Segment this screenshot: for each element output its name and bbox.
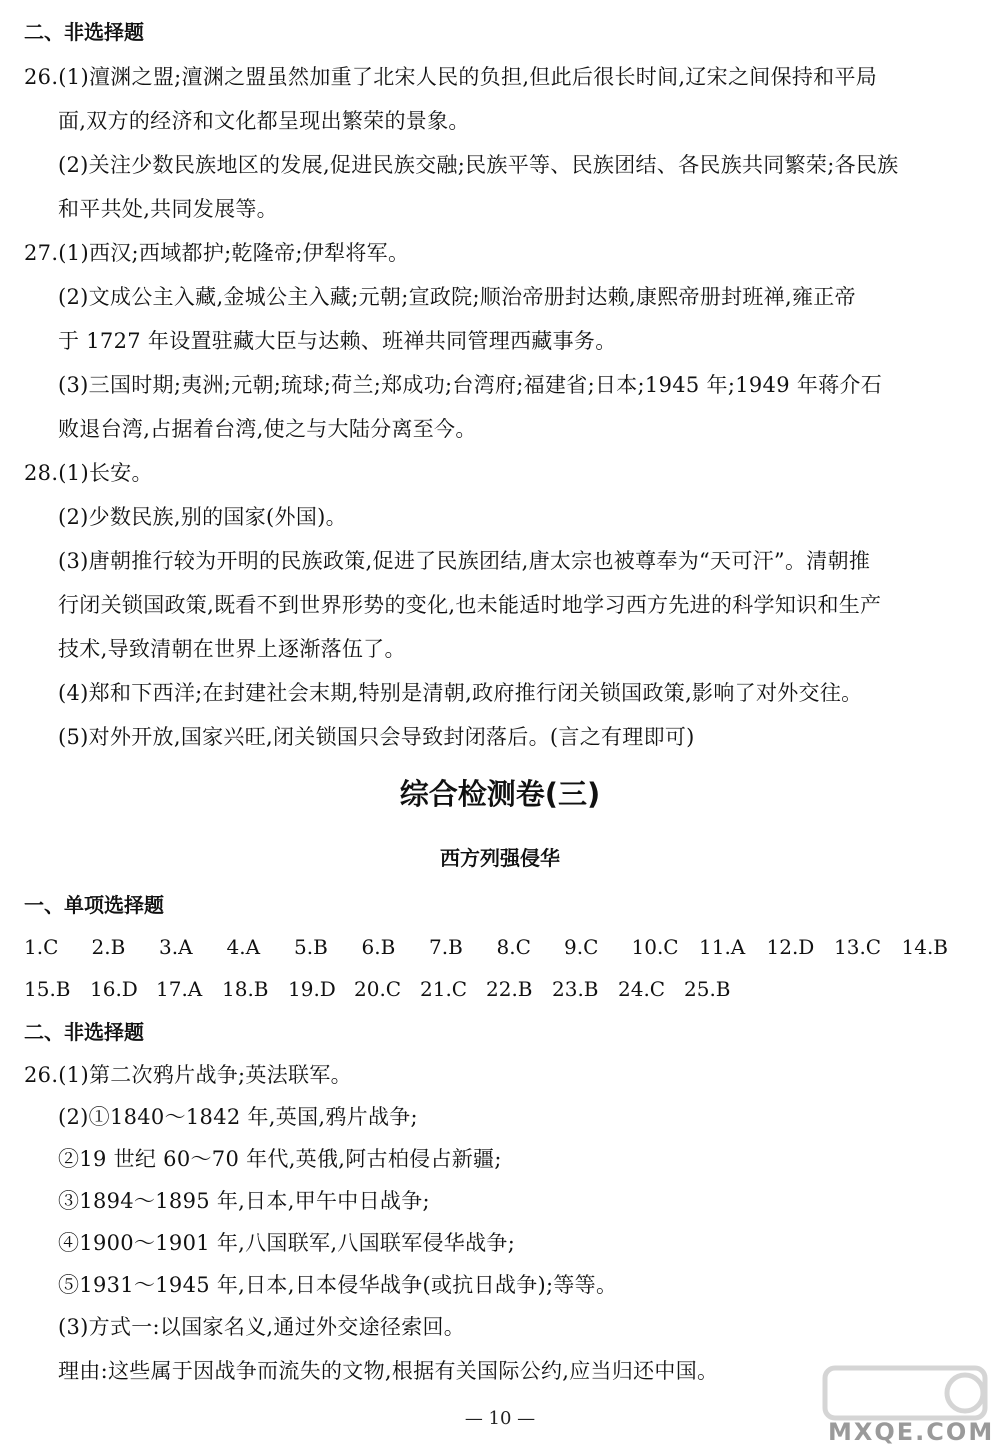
answer-line: 26.(1)澶渊之盟;澶渊之盟虽然加重了北宋人民的负担,但此后很长时间,辽宋之间保持和平局 [24, 65, 878, 89]
mcq-answer: 18.B [222, 977, 269, 1001]
answer-line: (4)郑和下西洋;在封建社会末期,特别是清朝,政府推行闭关锁国政策,影响了对外交往。 [58, 681, 863, 705]
answer-line: ③1894～1895 年,日本,甲午中日战争; [58, 1189, 430, 1213]
section-heading-non-choice: 二、非选择题 [24, 20, 144, 44]
answer-line: 于 1727 年设置驻藏大臣与达赖、班禅共同管理西藏事务。 [58, 329, 617, 353]
answer-line: 败退台湾,占据着台湾,使之与大陆分离至今。 [58, 417, 477, 441]
answer-line: 27.(1)西汉;西域都护;乾隆帝;伊犁将军。 [24, 241, 410, 265]
answer-line: (3)唐朝推行较为开明的民族政策,促进了民族团结,唐太宗也被尊奉为“天可汗”。清朝推 [58, 549, 871, 573]
answer-line: 26.(1)第二次鸦片战争;英法联军。 [24, 1063, 352, 1087]
answer-line: 技术,导致清朝在世界上逐渐落伍了。 [58, 637, 406, 661]
test-subtitle: 西方列强侵华 [440, 846, 560, 870]
mcq-answer: 6.B [361, 935, 396, 959]
mcq-answer: 25.B [684, 977, 731, 1001]
mcq-answer: 21.C [420, 977, 468, 1001]
answer-line: (2)①1840～1842 年,英国,鸦片战争; [58, 1105, 418, 1129]
answer-line: (2)关注少数民族地区的发展,促进民族交融;民族平等、民族团结、各民族共同繁荣;各民族 [58, 153, 899, 177]
mcq-answer: 12.D [766, 935, 815, 959]
answer-line: (3)方式一:以国家名义,通过外交途径索回。 [58, 1315, 466, 1339]
mcq-answers-row-2 [24, 976, 750, 1002]
mcq-answer: 17.A [156, 977, 203, 1001]
answer-line: 28.(1)长安。 [24, 461, 153, 485]
mcq-answer: 15.B [24, 977, 71, 1001]
mcq-answer: 1.C [24, 935, 59, 959]
mcq-answer: 2.B [91, 935, 126, 959]
answer-line: 理由:这些属于因战争而流失的文物,根据有关国际公约,应当归还中国。 [58, 1359, 719, 1383]
mcq-answer: 9.C [564, 935, 599, 959]
mcq-answer: 7.B [429, 935, 463, 959]
answer-line: (2)少数民族,别的国家(外国)。 [58, 505, 347, 529]
test-title: 综合检测卷(三) [399, 777, 601, 811]
mcq-answers-row-1 [24, 934, 969, 960]
answer-line: (2)文成公主入藏,金城公主入藏;元朝;宣政院;顺治帝册封达赖,康熙帝册封班禅,雍正帝 [58, 285, 856, 309]
mcq-answer: 13.C [834, 935, 882, 959]
answer-line: 行闭关锁国政策,既看不到世界形势的变化,也未能适时地学习西方先进的科学知识和生产 [58, 593, 882, 617]
answer-line: (3)三国时期;夷洲;元朝;琉球;荷兰;郑成功;台湾府;福建省;日本;1945 年;1949 年蒋介石 [58, 373, 883, 397]
answer-line: 和平共处,共同发展等。 [58, 197, 278, 221]
section-heading-mcq: 一、单项选择题 [24, 893, 164, 917]
answer-line: 面,双方的经济和文化都呈现出繁荣的景象。 [58, 109, 470, 133]
mcq-answer: 22.B [486, 977, 533, 1001]
answer-line: ②19 世纪 60～70 年代,英俄,阿古柏侵占新疆; [58, 1147, 502, 1171]
page-number: — 10 — [464, 1408, 536, 1429]
answer-line: (5)对外开放,国家兴旺,闭关锁国只会导致封闭落后。(言之有理即可) [58, 725, 695, 749]
mcq-answer: 10.C [631, 935, 679, 959]
mcq-answer: 24.C [618, 977, 666, 1001]
section-heading-non-choice-2: 二、非选择题 [24, 1020, 144, 1044]
mcq-answer: 11.A [699, 935, 746, 959]
mcq-answer: 19.D [288, 977, 336, 1001]
mcq-answer: 23.B [552, 977, 599, 1001]
mcq-answer: 5.B [294, 935, 328, 959]
watermark-text: MXQE.COM [828, 1418, 995, 1446]
mcq-answer: 3.A [159, 935, 193, 959]
answer-line: ④1900～1901 年,八国联军,八国联军侵华战争; [58, 1231, 516, 1255]
answer-line: ⑤1931～1945 年,日本,日本侵华战争(或抗日战争);等等。 [58, 1273, 618, 1297]
mcq-answer: 20.C [354, 977, 402, 1001]
mcq-answer: 14.B [901, 935, 949, 959]
mcq-answer: 16.D [90, 977, 138, 1001]
mcq-answer: 4.A [226, 935, 261, 959]
mcq-answer: 8.C [496, 935, 531, 959]
